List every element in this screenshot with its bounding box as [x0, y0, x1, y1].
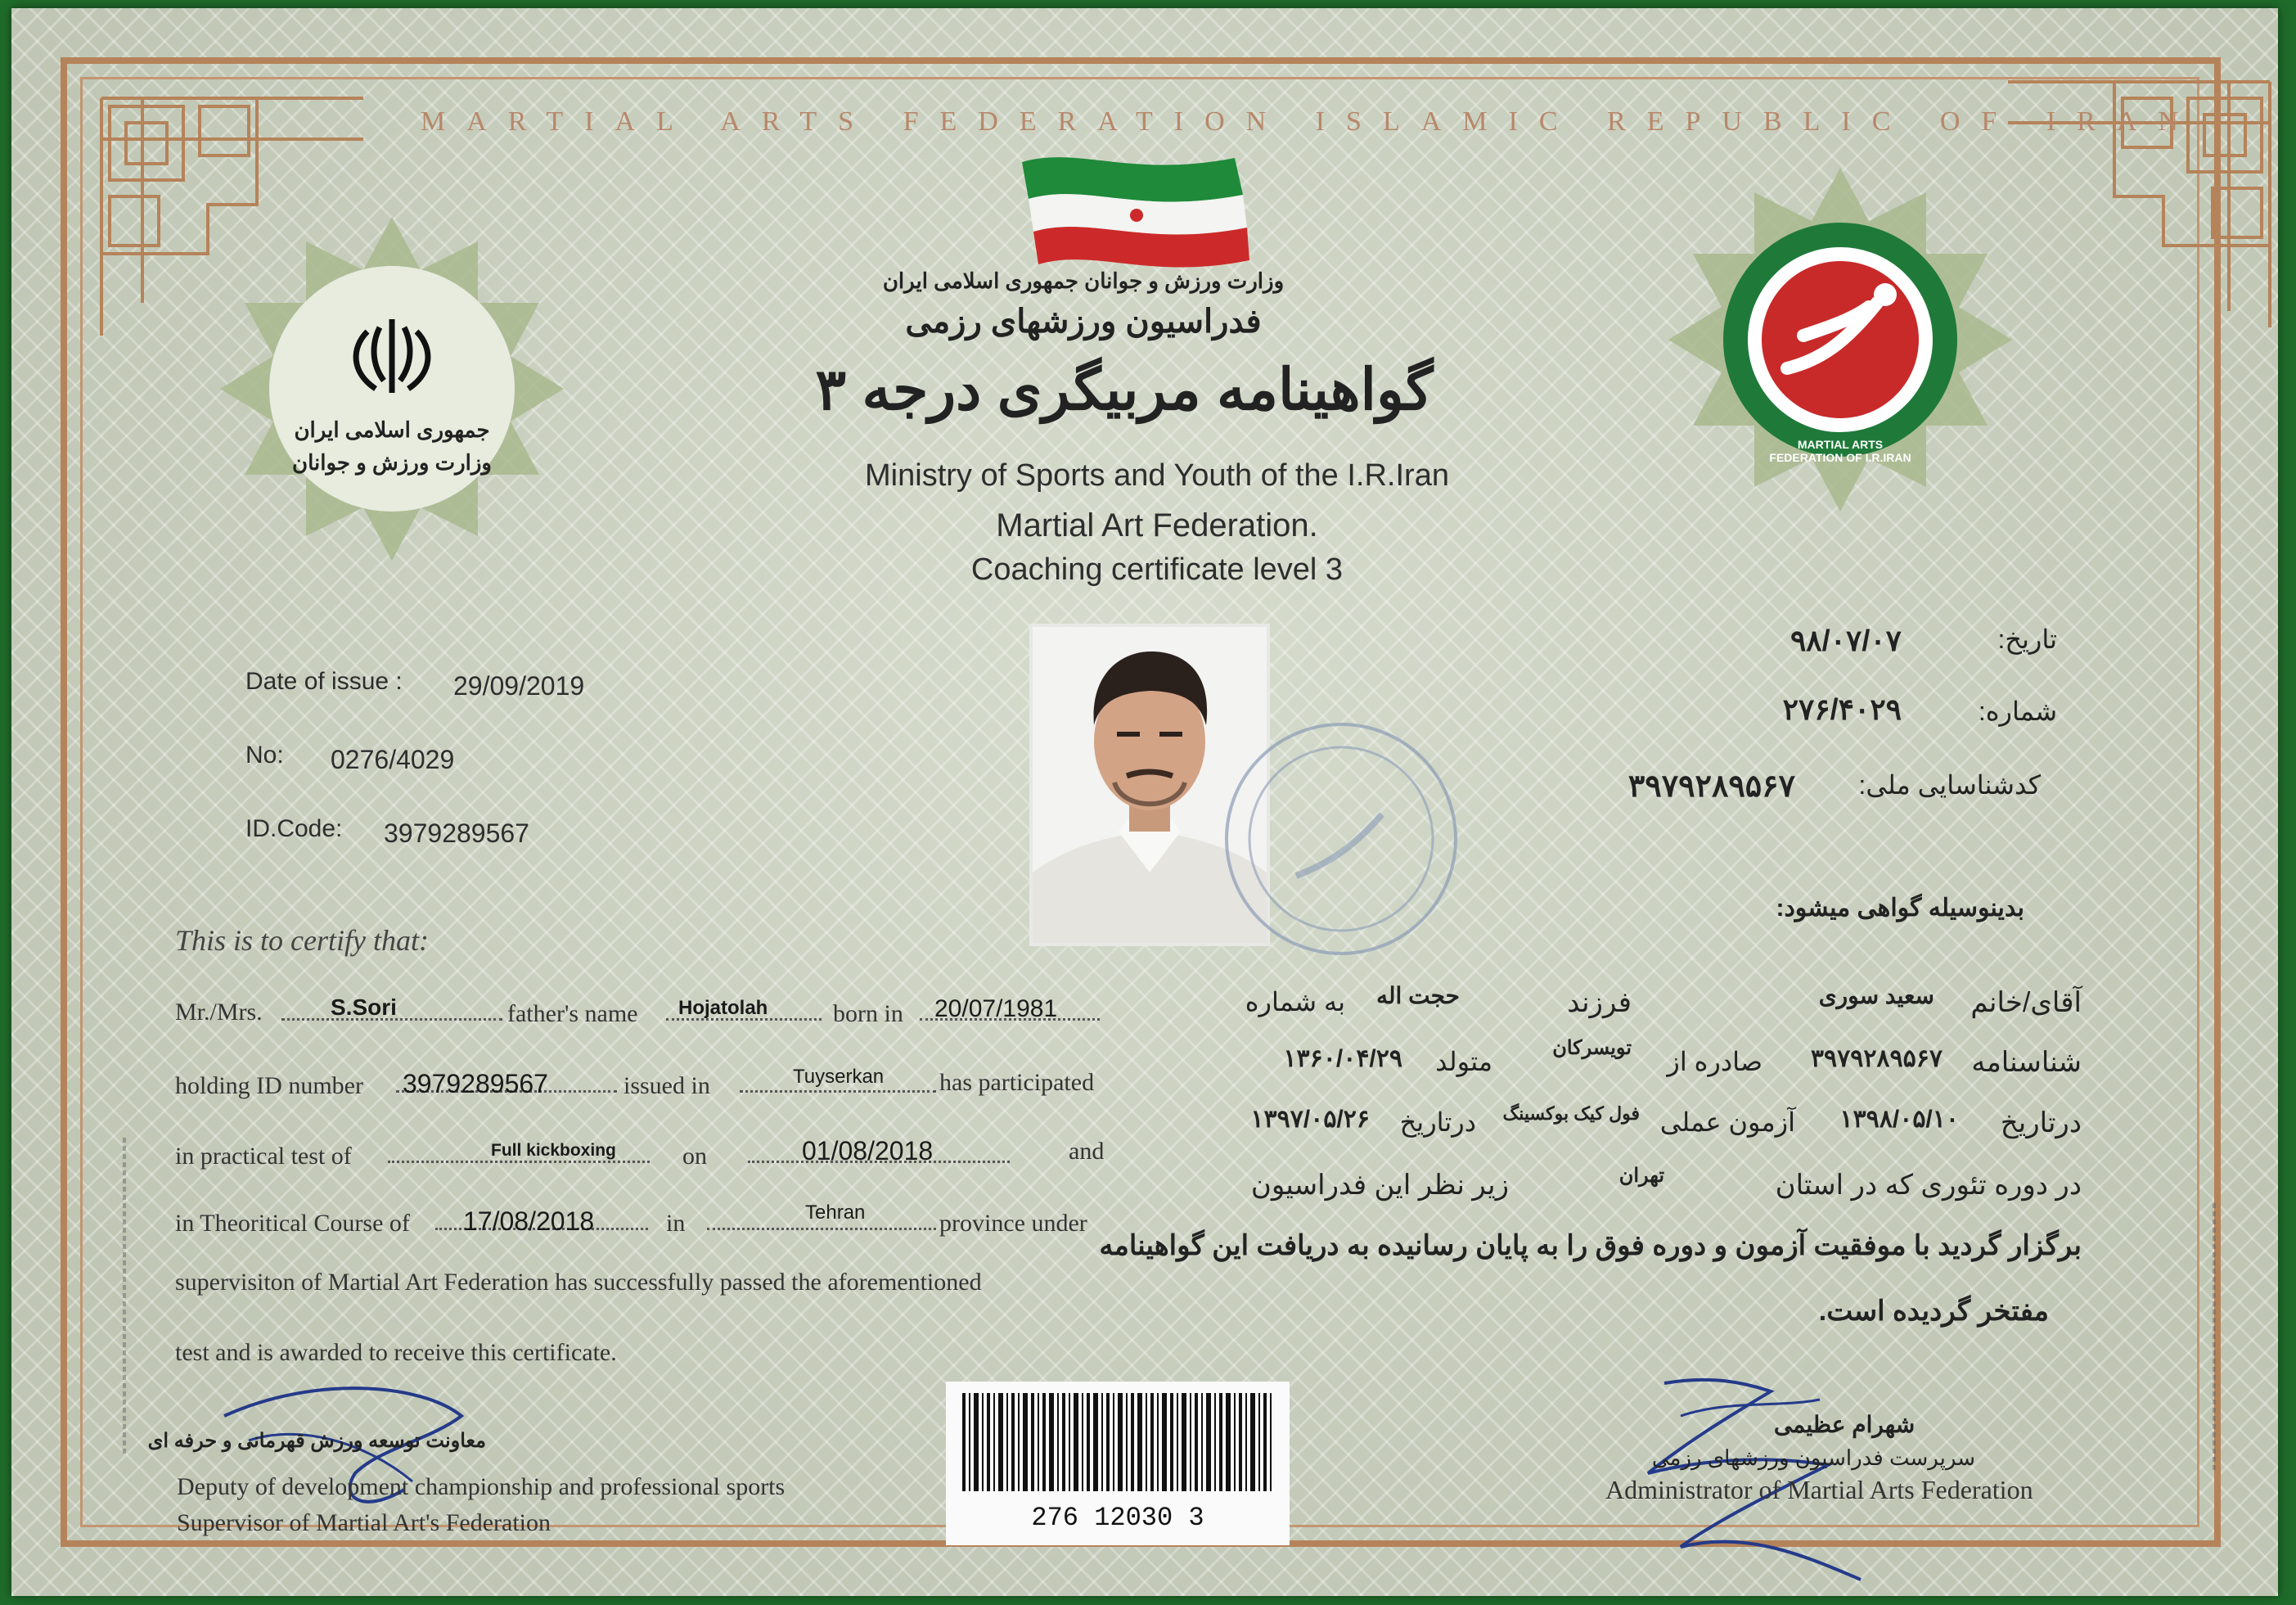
- fa-theory-line-a: در دوره تئوری که در استان: [1775, 1170, 2082, 1201]
- fa-federation-heading: فدراسیون ورزشهای رزمی: [905, 304, 1262, 340]
- practical-line: [388, 1161, 650, 1163]
- practical-sport-en: Full kickboxing: [491, 1141, 616, 1160]
- certify-intro: This is to certify that:: [175, 924, 429, 957]
- issued-label: issued in: [624, 1072, 710, 1099]
- fa-date-label-1: درتاریخ: [2000, 1107, 2082, 1138]
- practical-date-en: 01/08/2018: [802, 1136, 934, 1165]
- right-side-microtext: [2213, 1203, 2216, 1473]
- ministry-seal-line1: جمهوری اسلامی ایران: [294, 417, 490, 442]
- right-signatory-title-fa: سرپرست فدراسیون ورزشهای رزمی: [1651, 1445, 1975, 1470]
- fa-date-2: ۱۳۹۷/۰۵/۲۶: [1250, 1106, 1370, 1133]
- fa-ministry-heading: وزارت ورزش و جوانان جمهوری اسلامی ایران: [882, 268, 1285, 293]
- fa-sport: فول کیک بوکسینگ: [1502, 1103, 1640, 1124]
- fa-issued-from: صادره از: [1667, 1047, 1763, 1076]
- fa-father-name: حجت اله: [1376, 983, 1460, 1008]
- federation-seal: [1664, 164, 2016, 516]
- fa-exam-label: آزمون عملی: [1659, 1107, 1795, 1137]
- id-number-en: 3979289567: [403, 1069, 548, 1098]
- iran-flag-icon: [1014, 146, 1251, 268]
- en-body-line6: test and is awarded to receive this certificate.: [175, 1339, 617, 1366]
- en-body-line5: supervisiton of Martial Art Federation has successfully passed the aforementioned: [175, 1269, 982, 1296]
- left-signatory-en2: Supervisor of Martial Art's Federation: [177, 1509, 551, 1536]
- born-label: born in: [833, 1000, 903, 1027]
- issued-line: [740, 1090, 936, 1093]
- id-code-label: ID.Code:: [245, 815, 343, 842]
- date-of-issue-label: Date of issue :: [245, 668, 403, 695]
- federation-arc-text: MARTIAL ARTS FEDERATION ISLAMIC REPUBLIC OF IRAN: [421, 106, 2199, 137]
- fa-date-value: ۹۸/۰۷/۰۷: [1790, 624, 1902, 657]
- fa-number-value: ۲۷۶/۴۰۲۹: [1782, 692, 1902, 726]
- fa-by-number: به شماره: [1245, 987, 1345, 1017]
- fa-id-label: کدشناسایی ملی:: [1858, 770, 2041, 800]
- fa-born-label: متولد: [1435, 1047, 1492, 1076]
- fa-issued-place: تویسرکان: [1552, 1037, 1632, 1059]
- issued-in-en: Tuyserkan: [793, 1066, 885, 1088]
- fa-date-label: تاریخ:: [1997, 624, 2057, 654]
- left-signatory-fa: معاونت توسعه ورزش قهرمانی و حرفه ای: [147, 1430, 486, 1452]
- fa-holder-name: سعید سوری: [1818, 983, 1934, 1008]
- en-federation-heading: Martial Art Federation.: [996, 507, 1318, 543]
- fa-body-line5: برگزار گردید با موفقیت آزمون و دوره فوق را به پایان رسانیده به دریافت این گواهینامه: [1099, 1230, 2082, 1261]
- fa-certificate-title: گواهینامه مربیگری درجه ۳: [815, 358, 1434, 422]
- left-signatory-en1: Deputy of development championship and professional sports: [177, 1473, 786, 1500]
- fa-date-1: ۱۳۹۸/۰۵/۱۰: [1839, 1106, 1959, 1133]
- fa-intro: بدینوسیله گواهی میشود:: [1776, 895, 2024, 922]
- barcode-bars: [946, 1382, 1290, 1504]
- federation-seal-ring-text: MARTIAL ARTS FEDERATION OF I.R.IRAN: [1769, 438, 1911, 464]
- ministry-seal-line2: وزارت ورزش و جوانان: [292, 450, 492, 475]
- holder-name-en: S.Sori: [331, 994, 397, 1020]
- participated-label: has participated: [939, 1069, 1095, 1096]
- father-label: father's name: [507, 1000, 638, 1027]
- en-ministry-heading: Ministry of Sports and Youth of the I.R.Iran: [865, 458, 1449, 493]
- fa-mr-label: آقای/خانم: [1970, 987, 2082, 1018]
- province-line: [707, 1228, 936, 1230]
- theory-date-en: 17/08/2018: [463, 1206, 595, 1236]
- fa-province: تهران: [1618, 1165, 1664, 1187]
- id-code-value: 3979289567: [384, 818, 529, 848]
- fa-id-label: شناسنامه: [1971, 1047, 2082, 1078]
- iran-emblem-icon: [351, 315, 433, 397]
- fa-id-value: ۳۹۷۹۲۸۹۵۶۷: [1627, 769, 1795, 804]
- fa-born-date: ۱۳۶۰/۰۴/۲۹: [1283, 1045, 1402, 1072]
- federation-stamp: [1214, 712, 1468, 966]
- number-value: 0276/4029: [331, 745, 455, 774]
- right-signatory-en: Administrator of Martial Arts Federation: [1605, 1475, 2033, 1504]
- born-date-en: 20/07/1981: [934, 995, 1058, 1022]
- certificate-paper: [11, 8, 2278, 1596]
- fa-body-line6: مفتخر گردیده است.: [1818, 1296, 2049, 1327]
- province-under-label: province under: [939, 1210, 1087, 1237]
- number-label: No:: [245, 742, 284, 769]
- and-label: and: [1069, 1138, 1105, 1165]
- en-certificate-title: Coaching certificate level 3: [970, 552, 1344, 587]
- fa-child-of: فرزند: [1567, 987, 1632, 1018]
- fa-id-number: ۳۹۷۹۲۸۹۵۶۷: [1810, 1045, 1943, 1072]
- fa-theory-line-b: زیر نظر این فدراسیون: [1250, 1170, 1509, 1201]
- fa-number-label: شماره:: [1978, 697, 2057, 726]
- mr-label: Mr./Mrs.: [175, 999, 263, 1026]
- date-of-issue-value: 29/09/2019: [453, 671, 585, 701]
- practical-label: in practical test of: [175, 1143, 352, 1170]
- barcode: [946, 1382, 1290, 1545]
- ministry-seal: [216, 213, 568, 565]
- on-label: on: [682, 1143, 707, 1170]
- theory-label: in Theoritical Course of: [175, 1210, 410, 1237]
- province-en: Tehran: [805, 1201, 866, 1224]
- fa-date-label-2: درتاریخ: [1399, 1107, 1476, 1137]
- holding-id-label: holding ID number: [175, 1072, 363, 1099]
- barcode-number: 276 12030 3: [1031, 1503, 1204, 1533]
- left-side-microtext: [123, 1138, 126, 1457]
- in-label: in: [666, 1210, 686, 1237]
- father-name-en: Hojatolah: [678, 997, 768, 1019]
- right-signatory-name-fa: شهرام عظیمی: [1773, 1412, 1916, 1437]
